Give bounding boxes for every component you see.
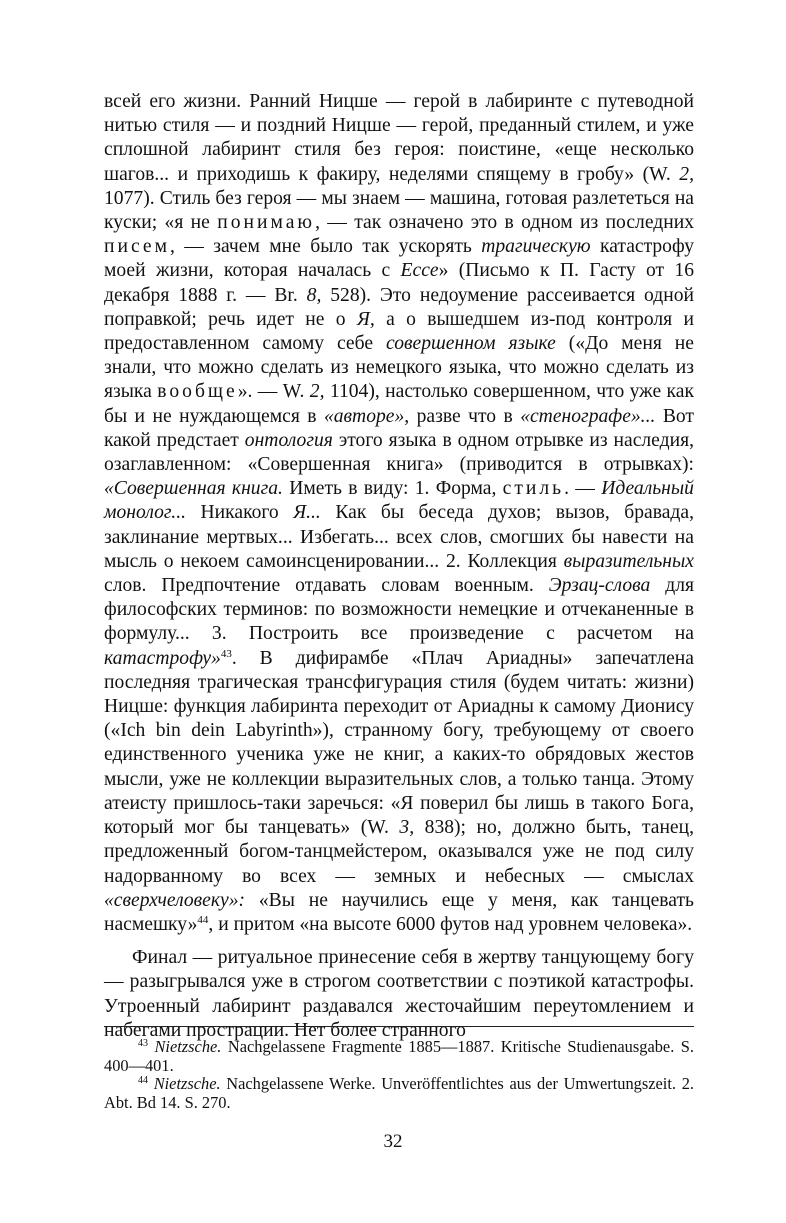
second-paragraph: Финал — ритуальное принесение себя в жертву танцующему богу — разыгрывался уже в строгом соответствии с поэтикой катастрофы. Утроенный лабиринт раздавался жесточайшим переутомлением и набегами прострации. Нет более странного [104, 947, 694, 1041]
italic-run: Ecce [400, 260, 439, 282]
footnote-number: 44 [138, 1075, 148, 1087]
page-number: 32 [383, 1131, 403, 1152]
footnote-rule [104, 1026, 694, 1027]
footnote-text: Nachgelassene Fragmente 1885—1887. Kritische Studienausgabe. S. 400—401. [104, 1037, 694, 1075]
text-run: . В дифирамбе «Плач Ариадны» запечатлена последняя трагическая трансфигурация стиля (будем читать: жизни) Ницше: функция лабиринта переходит от Ариадны к самому Дионису («Ich bin dein Labyrinth»), странному богу, требующему от своего единственного ученика уже не книг, а каких-то обрядовых жестов мысли, уже не коллекции выразительных слов, а только танца. Этому атеисту пришлось-таки заречься: «Я поверил бы лишь в такого Бога, который мог бы танцевать» (W. [104, 647, 694, 839]
footnote-author: Nietzsche. [154, 1037, 222, 1056]
italic-run: «авторе», [323, 405, 410, 427]
text-run: катастрофу моей жизни, которая началась с [104, 236, 694, 282]
text-run: , — так означено это в одном из последних [315, 212, 694, 234]
italic-run: выразительных [563, 550, 694, 572]
italic-run: Я, [356, 308, 375, 330]
text-run: 528). Это недоумение рассеивается одной поправкой; речь идет не о [104, 284, 694, 330]
spaced-run: понимаю [217, 212, 316, 234]
italic-run: онтология [244, 429, 333, 451]
italic-run: «сверхчеловеку»: [104, 889, 246, 911]
italic-run: «Совершенная книга. [104, 478, 283, 500]
text-run: слов. Предпочтение отдавать словам военным. [104, 575, 549, 597]
italic-run: «стенографе»... [520, 405, 656, 427]
text-run: этого языка в одном отрывке из наследия, озаглавленном: «Совершенная книга» (приводится в отрывках): [104, 429, 694, 476]
text-run: («До меня не знали, что можно сделать из немецкого языка, что можно сделать из языка [104, 333, 694, 403]
text-run: Вот какой предстает [104, 405, 694, 451]
italic-run: 2, [309, 381, 325, 403]
italic-run: катастрофу» [104, 647, 221, 669]
text-run: , и притом «на высоте 6000 футов над уровнем человека». [208, 913, 693, 935]
footnote-author: Nietzsche. [153, 1074, 221, 1094]
italic-run: Идеальный монолог... [104, 478, 694, 524]
footnote-43 [104, 1038, 694, 1075]
italic-run: 2, [679, 163, 694, 185]
italic-run: совершенном языке [386, 333, 556, 355]
text-run: разве что в [409, 405, 521, 427]
text-run: » (Письмо к П. Гасту от 16 декабря 1888 г. — Br. [104, 260, 694, 306]
text-run: ». — W. [237, 381, 310, 403]
italic-run: 8, [306, 284, 322, 306]
text-run: всей его жизни. Ранний Ницше — герой в лабиринте с путеводной нитью стиля — и поздний Ницше — герой, преданный стилем, и уже сплошной лабиринт стиля без героя: поистине, «еще несколько шагов... и приходишь к факиру, неделями спящему в гробу» (W. [104, 91, 694, 185]
text-run: , — зачем мне было так ускорять [170, 236, 482, 258]
footnotes [104, 1038, 694, 1112]
text-run: . — [564, 478, 602, 500]
text-run: Никакого [186, 502, 294, 524]
footnote-44 [104, 1075, 694, 1112]
italic-run: трагическую [481, 236, 591, 258]
footnote-ref: 43 [220, 647, 232, 660]
spaced-run: стиль [502, 478, 565, 500]
text-run: для философских терминов: по возможности немецкие и отчеканенные в формулу... 3. Построить все произведение с расчетом на [104, 575, 694, 645]
text-run: Иметь в виду: 1. Форма, [282, 478, 503, 500]
text-run: 838); но, должно быть, танец, предложенный богом-танцмейстером, оказывался уже не под силу надорванному во всех — земных и небесных — смыслах [104, 817, 695, 887]
footnote-ref: 44 [197, 913, 209, 926]
italic-run: Эрзац-слова [548, 575, 651, 597]
text-run: Как бы беседа духов; вызов, бравада, заклинание мертвых... Избегать... всех слов, смогших бы навести на мысль о некоем самоинсценировании... 2. Коллекция [104, 502, 694, 572]
footnote-number: 43 [138, 1038, 148, 1049]
spaced-run: писем [104, 236, 171, 258]
italic-run: Я... [293, 502, 321, 524]
italic-run: 3, [399, 817, 415, 839]
text-run: 1104), настолько совершенном, что уже как бы и не нуждающемся в [104, 381, 694, 427]
text-run: а о вышедшем из-под контроля и предоставленном самому себе [104, 308, 695, 355]
text-run: «Вы не научились еще у меня, как танцевать насмешку» [104, 889, 694, 935]
main-paragraph [104, 90, 694, 937]
footnote-text: Nachgelassene Werke. Unveröffentlichtes aus der Umwertungszeit. 2. Abt. Bd 14. S. 270. [104, 1074, 694, 1112]
body-text [104, 90, 694, 1043]
spaced-run: вообще [157, 381, 238, 403]
text-run: 1077). Стиль без героя — мы знаем — машина, готовая разлететься на куски; «я не [104, 187, 694, 234]
